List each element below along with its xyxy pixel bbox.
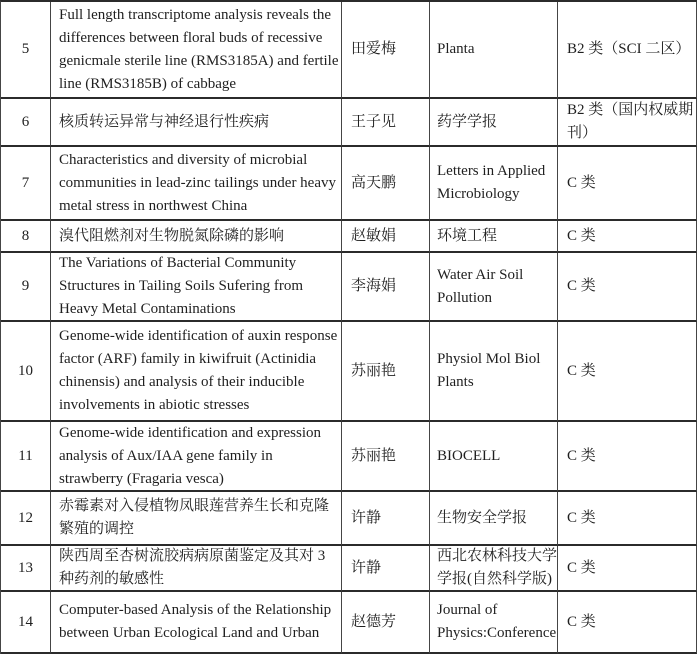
journal-name: 药学学报 — [437, 113, 498, 130]
title-cell — [51, 147, 342, 221]
author-cell — [342, 221, 430, 253]
author-cell — [342, 592, 430, 654]
journal-name: Letters in Applied Microbiology — [437, 163, 546, 202]
category-cell — [558, 322, 697, 422]
row-number-cell — [1, 492, 51, 546]
paper-title: Characteristics and diversity of microbial communities in lead-zinc tailings under heavy metal stress in northwest China — [59, 151, 337, 214]
category-label: B2 类（SCI 二区） — [567, 41, 691, 57]
journal-name: 西北农林科技大学学报(自然科学版) — [437, 548, 558, 587]
row-number: 13 — [18, 559, 33, 576]
paper-title: 赤霉素对入侵植物凤眼莲营养生长和克隆繁殖的调控 — [59, 498, 330, 537]
category-cell — [558, 546, 697, 592]
title-cell — [51, 221, 342, 253]
category-cell — [558, 422, 697, 492]
journal-cell — [430, 546, 558, 592]
category-cell — [558, 99, 697, 147]
author-cell — [342, 422, 430, 492]
journal-name: BIOCELL — [437, 447, 501, 464]
category-label: C 类 — [567, 174, 596, 191]
title-cell — [51, 492, 342, 546]
category-cell — [558, 592, 697, 654]
row-number-cell — [1, 592, 51, 654]
author-cell — [342, 253, 430, 322]
journal-name: Planta — [437, 41, 475, 57]
journal-cell — [430, 322, 558, 422]
paper-title: 溴代阻燃剂对生物脱氮除磷的影响 — [59, 227, 285, 244]
row-number: 5 — [21, 41, 30, 57]
title-cell — [51, 592, 342, 654]
paper-title: 陕西周至杏树流胶病病原菌鉴定及其对 3 种药剂的敏感性 — [59, 548, 326, 587]
title-cell — [51, 2, 342, 99]
journal-cell — [430, 422, 558, 492]
category-label: C 类 — [567, 362, 596, 379]
journal-cell — [430, 147, 558, 221]
category-label: C 类 — [567, 509, 596, 526]
paper-title: Genome-wide identification and expression analysis of Aux/IAA gene family in strawberry (Fragaria vesca) — [59, 424, 322, 487]
author-name: 田爱梅 — [351, 41, 397, 57]
journal-cell — [430, 2, 558, 99]
journal-cell — [430, 253, 558, 322]
paper-title: The Variations of Bacterial Community Structures in Tailing Soils Sufering from Heavy Metal Contaminations — [59, 255, 304, 317]
journal-cell — [430, 221, 558, 253]
row-number: 12 — [18, 509, 33, 526]
category-label: B2 类（国内权威期刊） — [567, 102, 694, 141]
category-cell — [558, 2, 697, 99]
journal-name: Physiol Mol Biol Plants — [437, 351, 541, 390]
row-number: 10 — [18, 362, 33, 379]
journal-cell — [430, 99, 558, 147]
category-label: C 类 — [567, 278, 596, 294]
row-number-cell — [1, 253, 51, 322]
row-number: 7 — [21, 174, 30, 191]
row-number-cell — [1, 422, 51, 492]
paper-title: Genome-wide identification of auxin response factor (ARF) family in kiwifruit (Actinidia chinensis) and analysis of their inducible involvements in abiotic stresses — [59, 328, 338, 413]
row-number: 6 — [21, 113, 30, 130]
author-cell — [342, 2, 430, 99]
author-name: 王子见 — [351, 113, 397, 130]
journal-name: 环境工程 — [437, 227, 498, 244]
author-name: 许静 — [351, 509, 382, 526]
author-cell — [342, 99, 430, 147]
title-cell — [51, 253, 342, 322]
title-cell — [51, 422, 342, 492]
author-cell — [342, 322, 430, 422]
author-name: 李海娟 — [351, 278, 397, 294]
author-name: 许静 — [351, 559, 382, 576]
title-cell — [51, 546, 342, 592]
category-label: C 类 — [567, 559, 596, 576]
row-number-cell — [1, 221, 51, 253]
category-cell — [558, 492, 697, 546]
category-cell — [558, 221, 697, 253]
journal-name: 生物安全学报 — [437, 509, 528, 526]
row-number-cell — [1, 147, 51, 221]
title-cell — [51, 322, 342, 422]
row-number: 9 — [21, 278, 30, 294]
author-name: 赵敏娟 — [351, 227, 397, 244]
row-number: 8 — [21, 227, 30, 244]
category-label: C 类 — [567, 227, 596, 244]
row-number-cell — [1, 99, 51, 147]
row-number-cell — [1, 322, 51, 422]
row-number: 11 — [18, 447, 33, 464]
row-number-cell — [1, 546, 51, 592]
author-cell — [342, 546, 430, 592]
author-name: 高天鹏 — [351, 174, 397, 191]
journal-name: Journal of Physics:Conference — [437, 602, 557, 641]
category-cell — [558, 253, 697, 322]
author-name: 赵德芳 — [351, 613, 397, 630]
author-name: 苏丽艳 — [351, 362, 397, 379]
journal-name: Water Air Soil Pollution — [437, 266, 524, 306]
journal-cell — [430, 492, 558, 546]
author-name: 苏丽艳 — [351, 447, 397, 464]
title-cell — [51, 99, 342, 147]
journal-cell — [430, 592, 558, 654]
category-label: C 类 — [567, 447, 596, 464]
author-cell — [342, 492, 430, 546]
paper-title: 核质转运异常与神经退行性疾病 — [59, 113, 270, 130]
author-cell — [342, 147, 430, 221]
row-number: 14 — [18, 613, 33, 630]
paper-title: Full length transcriptome analysis reveals the differences between floral buds of recessive genicmale sterile line (RMS3185A) and fertile line (RMS3185B) of cabbage — [59, 6, 339, 92]
category-cell — [558, 147, 697, 221]
category-label: C 类 — [567, 613, 596, 630]
paper-title: Computer-based Analysis of the Relationship between Urban Ecological Land and Urban — [59, 602, 332, 641]
row-number-cell — [1, 2, 51, 99]
